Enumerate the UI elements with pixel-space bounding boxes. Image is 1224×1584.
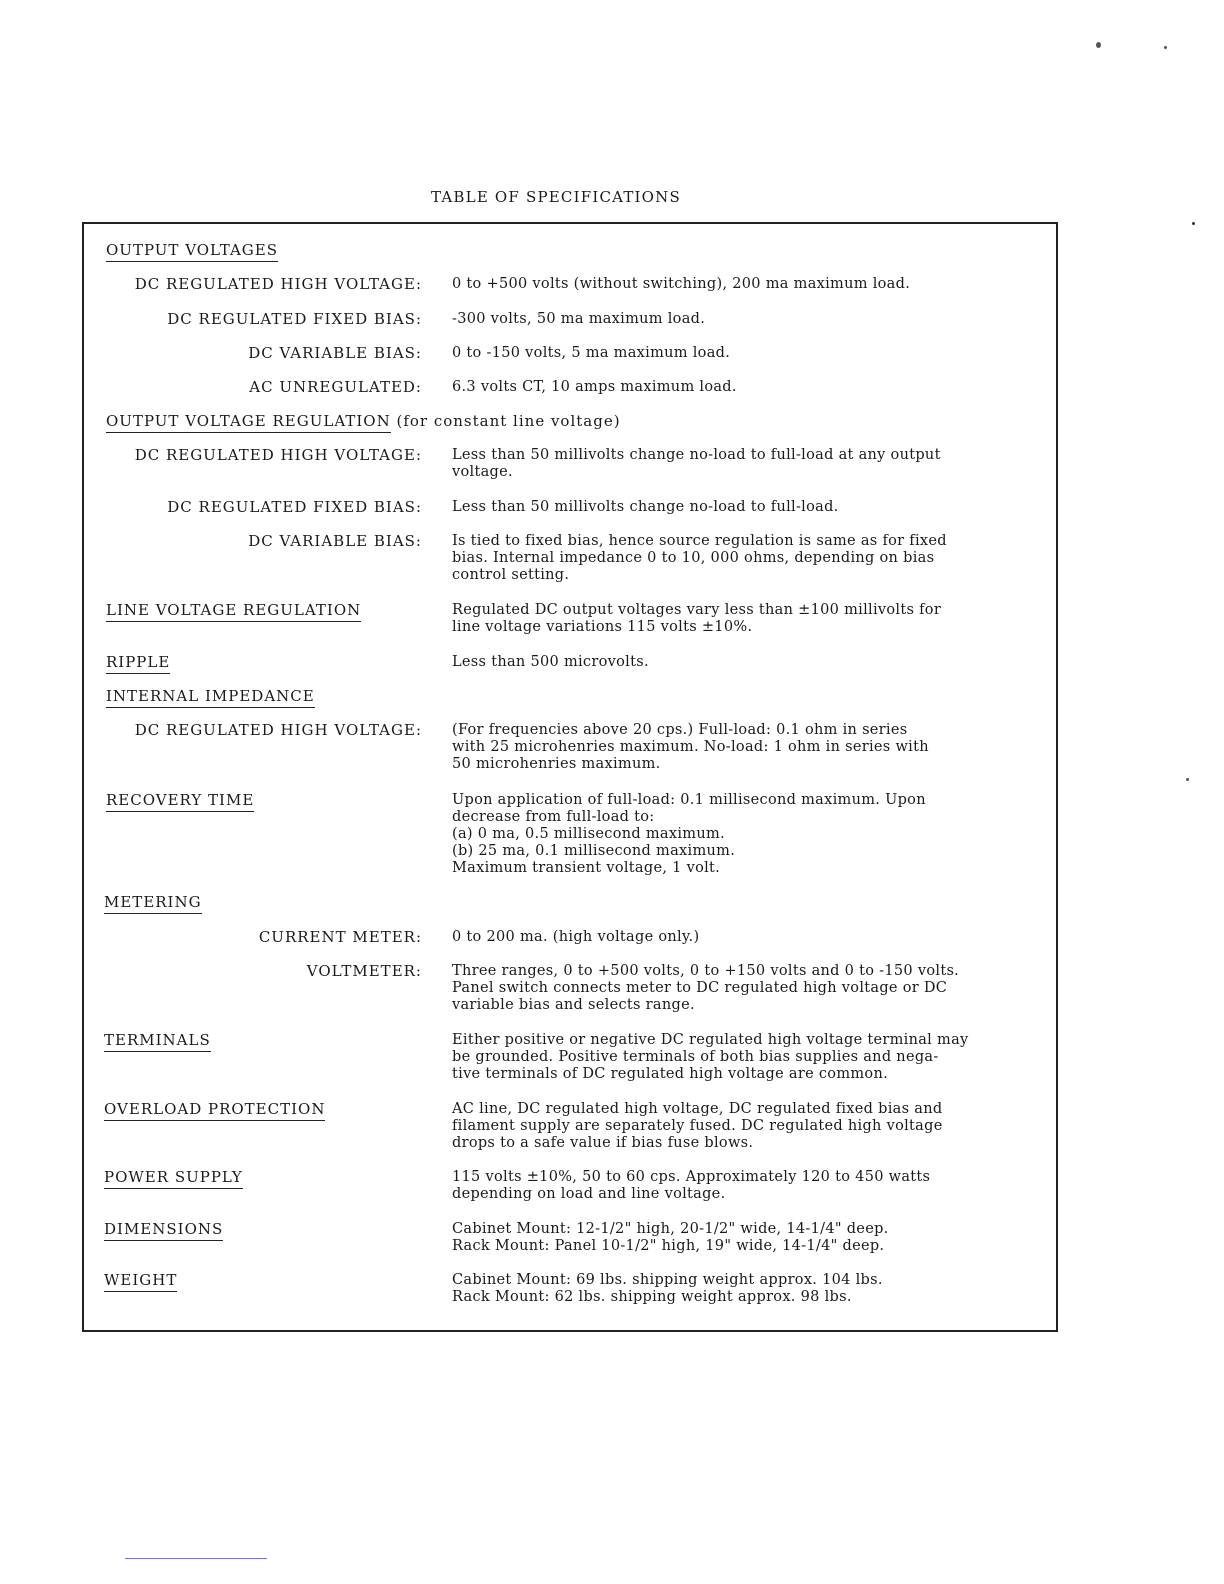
spec-value: 115 volts ±10%, 50 to 60 cps. Approximately 120 to 450 watts depending on load and line voltage. [452, 1169, 931, 1202]
scan-speck [1192, 222, 1195, 225]
spec-value: Either positive or negative DC regulated high voltage terminal may be grounded. Positive terminals of both bias supplies and nega- tive terminals of DC regulated high voltage are common. [452, 1032, 969, 1082]
spec-label: DC REGULATED HIGH VOLTAGE: [134, 446, 422, 464]
spec-value: 0 to +500 volts (without switching), 200 ma maximum load. [452, 276, 911, 292]
spec-value: Three ranges, 0 to +500 volts, 0 to +150 volts and 0 to -150 volts. Panel switch connects meter to DC regulated high voltage or DC variable bias and selects range. [452, 963, 960, 1013]
spec-label: DC REGULATED HIGH VOLTAGE: [134, 721, 422, 739]
spec-value: AC line, DC regulated high voltage, DC regulated fixed bias and filament supply are separately fused. DC regulated high voltage drops to a safe value if bias fuse blows. [452, 1101, 943, 1151]
scan-speck [1096, 42, 1101, 48]
section-heading-terminals: TERMINALS [104, 1032, 211, 1052]
spec-label: DC REGULATED FIXED BIAS: [167, 310, 422, 328]
specifications-table [82, 222, 1058, 1332]
spec-value: Less than 50 millivolts change no-load to full-load. [452, 499, 839, 515]
spec-value: Less than 50 millivolts change no-load to full-load at any output voltage. [452, 447, 941, 480]
section-heading-overload-protection: OVERLOAD PROTECTION [104, 1101, 325, 1121]
section-heading-output-voltages: OUTPUT VOLTAGES [106, 242, 278, 262]
section-heading-output-voltage-regulation: OUTPUT VOLTAGE REGULATION [106, 412, 391, 433]
spec-value: Cabinet Mount: 69 lbs. shipping weight approx. 104 lbs. Rack Mount: 62 lbs. shipping weight approx. 98 lbs. [452, 1272, 883, 1305]
spec-value: 0 to -150 volts, 5 ma maximum load. [452, 345, 731, 361]
spec-value: Regulated DC output voltages vary less than ±100 millivolts for line voltage variations 115 volts ±10%. [452, 602, 942, 635]
page-title: TABLE OF SPECIFICATIONS [431, 188, 681, 206]
section-heading-metering: METERING [104, 894, 202, 914]
spec-label: DC REGULATED HIGH VOLTAGE: [134, 275, 422, 293]
spec-value: -300 volts, 50 ma maximum load. [452, 311, 706, 327]
section-heading-output-voltage-regulation-line [106, 413, 621, 430]
scan-speck [1164, 46, 1167, 49]
scan-line [125, 1558, 267, 1559]
spec-value: (For frequencies above 20 cps.) Full-load: 0.1 ohm in series with 25 microhenries maximum. No-load: 1 ohm in series with 50 microhenries maximum. [452, 722, 929, 772]
spec-label: VOLTMETER: [306, 962, 422, 980]
section-heading-recovery-time: RECOVERY TIME [106, 792, 254, 812]
scan-speck [1186, 778, 1189, 781]
spec-label: AC UNREGULATED: [249, 378, 422, 396]
spec-value: Upon application of full-load: 0.1 millisecond maximum. Upon decrease from full-load to: (a) 0 ma, 0.5 millisecond maximum. (b) 25 ma, 0.1 millisecond maximum. Maximum transient voltage, 1 volt. [452, 792, 926, 876]
section-heading-power-supply: POWER SUPPLY [104, 1169, 243, 1189]
spec-value: Is tied to fixed bias, hence source regulation is same as for fixed bias. Internal impedance 0 to 10, 000 ohms, depending on bias control setting. [452, 533, 947, 583]
section-heading-line-voltage-regulation: LINE VOLTAGE REGULATION [106, 602, 361, 622]
spec-value: Cabinet Mount: 12-1/2" high, 20-1/2" wide, 14-1/4" deep. Rack Mount: Panel 10-1/2" high, 19" wide, 14-1/4" deep. [452, 1221, 889, 1254]
spec-label: CURRENT METER: [258, 928, 422, 946]
section-heading-internal-impedance: INTERNAL IMPEDANCE [106, 688, 315, 708]
section-heading-suffix: (for constant line voltage) [390, 412, 621, 430]
spec-label: DC VARIABLE BIAS: [248, 344, 422, 362]
spec-label: DC VARIABLE BIAS: [248, 532, 422, 550]
spec-value: 0 to 200 ma. (high voltage only.) [452, 929, 700, 945]
spec-value: Less than 500 microvolts. [452, 654, 649, 670]
spec-label: DC REGULATED FIXED BIAS: [167, 498, 422, 516]
spec-value: 6.3 volts CT, 10 amps maximum load. [452, 379, 737, 395]
section-heading-weight: WEIGHT [104, 1272, 177, 1292]
section-heading-ripple: RIPPLE [106, 654, 170, 674]
section-heading-dimensions: DIMENSIONS [104, 1221, 223, 1241]
